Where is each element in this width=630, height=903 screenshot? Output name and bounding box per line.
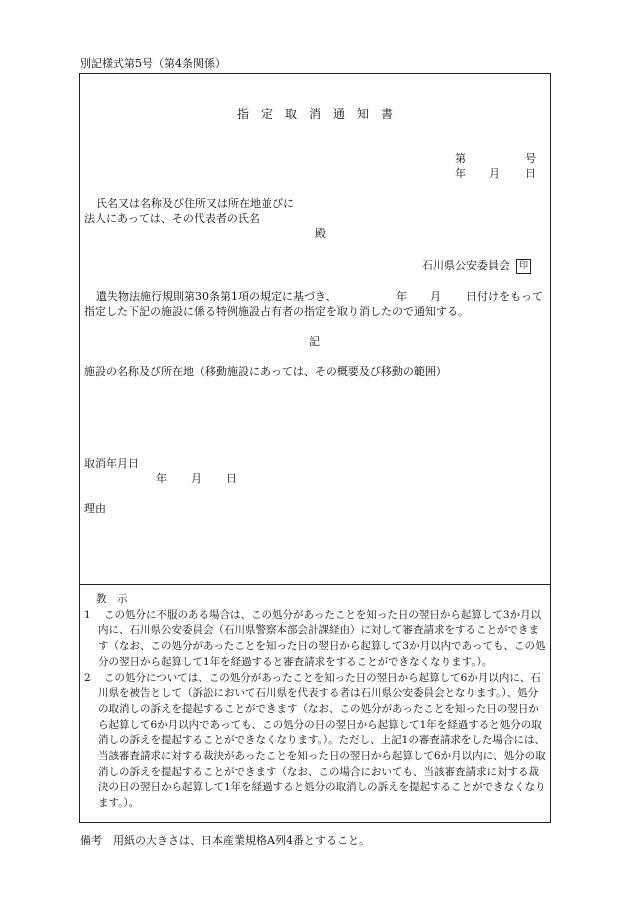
issuer-line — [422, 257, 531, 274]
form-number-header: 別記様式第5号（第4条関係） — [80, 57, 226, 70]
cancel-date-year: 年 — [156, 472, 167, 485]
facility-label: 施設の名称及び所在地（移動施設にあっては、その概要及び移動の範囲） — [84, 365, 447, 378]
body-year: 年 — [396, 290, 407, 303]
number-dai: 第 — [455, 152, 466, 165]
instruction-item-2-number: 2 — [84, 671, 91, 684]
reason-label: 理由 — [84, 502, 106, 515]
number-go: 号 — [525, 152, 536, 165]
body-line-1b: 日付けをもって — [466, 290, 543, 303]
date-month: 月 — [489, 167, 500, 180]
instruction-item-1 — [84, 608, 547, 671]
cancel-date-month: 月 — [191, 472, 202, 485]
cancel-date-day: 日 — [226, 472, 237, 485]
instruction-item-2-text: この処分については、この処分があったことを知った日の翌日から起算して6か月以内に、石川県を被告として（訴訟において石川県を代表する者は石川県公安委員会となります。）、処分の取消しの訴えを提起することができます（なお、この処分があったことを知った日の翌日から起算して6か月以内であっても、この処分の日の翌日から起算して1年を経過すると処分の取消しの訴えを提起することができなくなります。）。ただし、上記1の審査請求をした場合には、当該審査請求に対する裁決があったことを知った日の翌日から起算して6か月以内に、処分の取消しの訴えを提起することができます（なお、この場合においても、当該審査請求に対する裁決の日の翌日から起算して1年を経過すると処分の取消しの訴えを提起することができなくなります。）。 — [98, 671, 546, 810]
instruction-item-1-number: 1 — [84, 608, 91, 621]
body-month: 月 — [430, 290, 441, 303]
ki-heading: 記 — [309, 335, 320, 348]
instruction-item-2 — [84, 671, 547, 812]
seal-mark: 印 — [516, 259, 531, 274]
addressee-line-1: 氏名又は名称及び住所又は所在地並びに — [96, 197, 294, 210]
date-day: 日 — [525, 167, 536, 180]
document-title: 指定取消通知書 — [236, 107, 405, 121]
body-line-2: 指定した下記の施設に係る特例施設占有者の指定を取り消したので通知する。 — [84, 305, 469, 318]
instructions-title: 教 示 — [96, 593, 128, 605]
instructions-section — [84, 592, 547, 812]
date-year: 年 — [455, 167, 466, 180]
body-line-1a: 遺失物法施行規則第30条第1項の規定に基づき、 — [96, 290, 337, 303]
cancel-date-label: 取消年月日 — [84, 457, 139, 470]
addressee-dono: 殿 — [315, 227, 326, 240]
footer-note: 備考 用紙の大きさは、日本産業規格A列4番とすること。 — [80, 834, 370, 847]
instruction-item-1-text: この処分に不服のある場合は、この処分があったことを知った日の翌日から起算して3か月以内に、石川県公安委員会（石川県警察本部会計課経由）に対して審査請求をすることができます（なお、この処分があったことを知った日の翌日から起算して3か月以内であっても、この処分の翌日から起算して1年を経過すると審査請求をすることができなくなります。）。 — [98, 608, 546, 668]
addressee-line-2: 法人にあっては、その代表者の氏名 — [84, 212, 260, 225]
instructions-divider — [79, 584, 551, 585]
issuer-name: 石川県公安委員会 — [422, 259, 510, 272]
